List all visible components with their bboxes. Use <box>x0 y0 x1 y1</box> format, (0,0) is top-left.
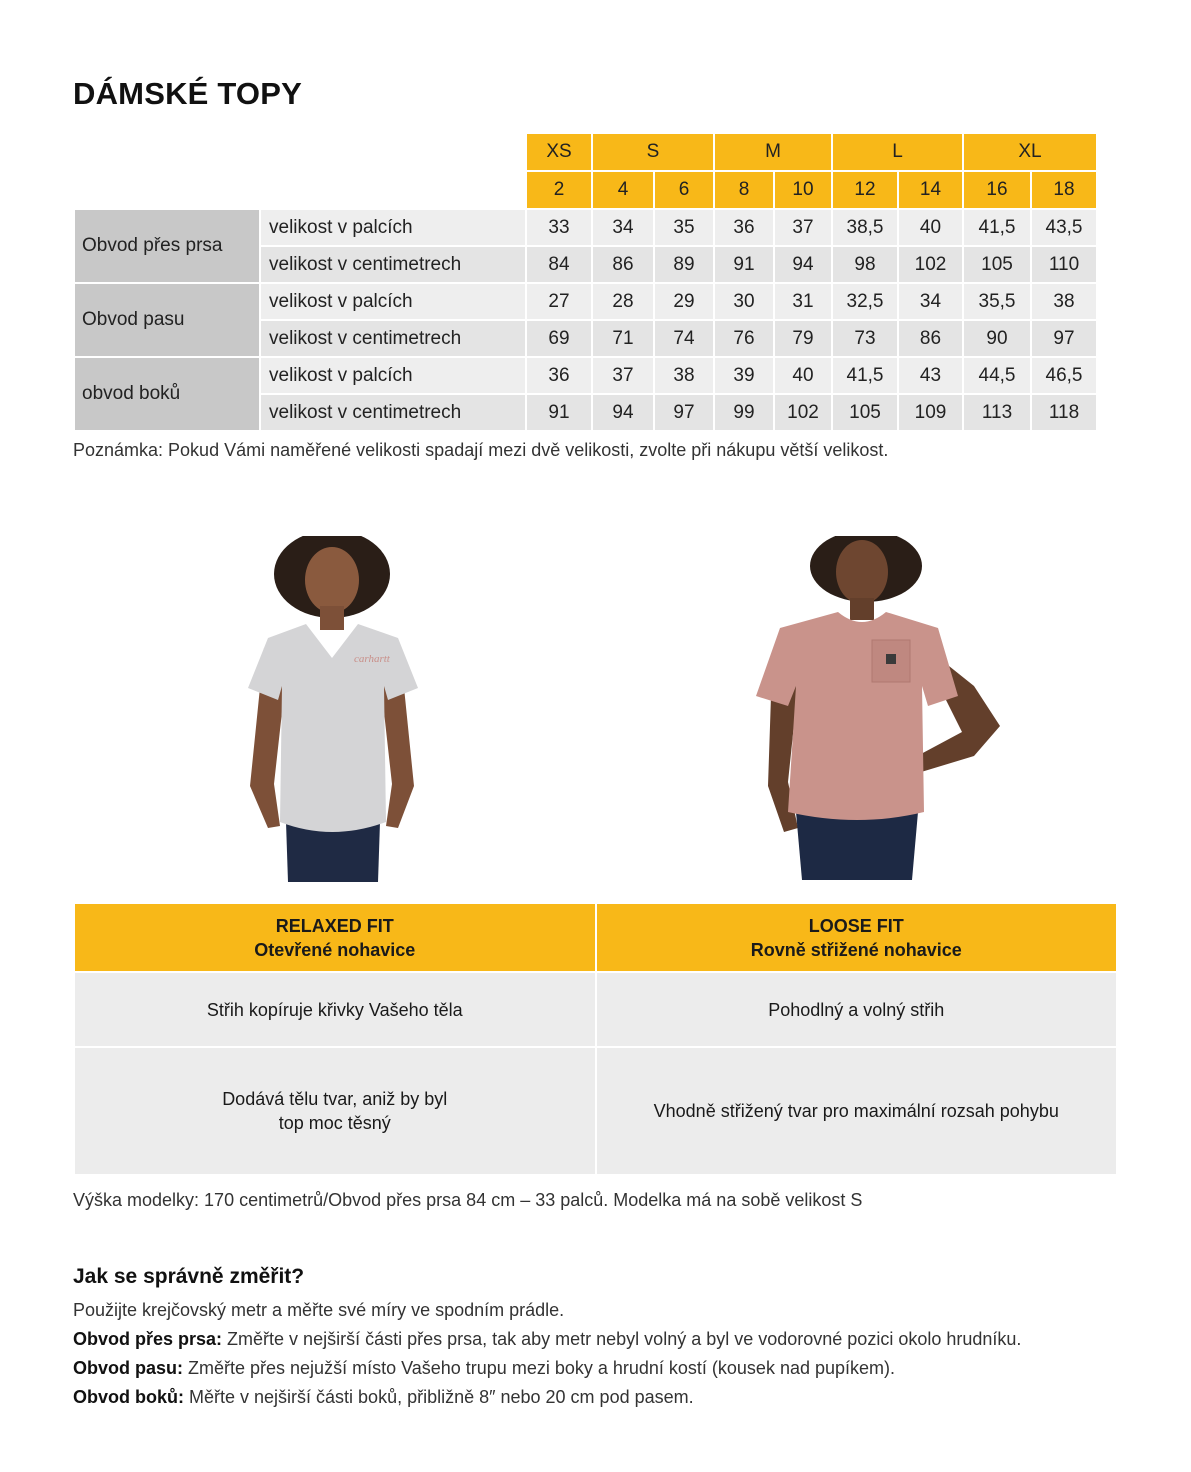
value-cell: 27 <box>527 284 591 319</box>
value-cell: 36 <box>715 210 773 245</box>
value-cell: 43,5 <box>1032 210 1096 245</box>
value-cell: 118 <box>1032 395 1096 430</box>
fit-header-subtitle: Otevřené nohavice <box>254 939 416 960</box>
size-group-cell: XS <box>527 134 591 170</box>
fit-header-row <box>75 904 1116 971</box>
fit-comparison-table <box>73 902 1118 1176</box>
value-cell: 30 <box>715 284 773 319</box>
value-cell: 37 <box>775 210 831 245</box>
value-cell: 94 <box>775 247 831 282</box>
size-group-cell: M <box>715 134 831 170</box>
relaxed-fit-header <box>75 904 595 971</box>
loose-fit-model-image <box>748 536 1003 880</box>
value-cell: 97 <box>655 395 713 430</box>
measure-term: Obvod boků: <box>73 1387 184 1407</box>
value-cell: 40 <box>899 210 962 245</box>
size-number-cell: 8 <box>715 172 773 208</box>
measure-text: Změřte v nejširší části přes prsa, tak aby metr nebyl volný a byl ve vodorovné pozici okolo hrudníku. <box>222 1329 1022 1349</box>
value-cell: 31 <box>775 284 831 319</box>
unit-label: velikost v palcích <box>261 210 525 245</box>
measuring-guide-item <box>73 1386 1173 1415</box>
measure-term: Obvod pasu: <box>73 1358 184 1378</box>
value-cell: 43 <box>899 358 962 393</box>
fit-description-cell <box>75 1048 595 1174</box>
measuring-guide <box>73 1265 1173 1415</box>
size-number-header-row <box>75 172 1096 208</box>
fit-description-line: top moc těsný <box>278 1113 391 1133</box>
size-group-header-row <box>75 134 1096 170</box>
value-cell: 35,5 <box>964 284 1030 319</box>
svg-text:carhartt: carhartt <box>354 653 390 665</box>
value-cell: 29 <box>655 284 713 319</box>
value-cell: 90 <box>964 321 1030 356</box>
measure-term: Obvod přes prsa: <box>73 1329 223 1349</box>
model-figure-icon <box>748 536 1003 880</box>
size-chart-table <box>73 132 1098 432</box>
table-row <box>75 358 1096 393</box>
size-group-cell: S <box>593 134 713 170</box>
table-row <box>75 973 1116 1046</box>
measure-label: obvod boků <box>75 358 259 430</box>
unit-label: velikost v centimetrech <box>261 247 525 282</box>
fit-description-cell: Pohodlný a volný střih <box>597 973 1117 1046</box>
size-number-cell: 14 <box>899 172 962 208</box>
value-cell: 109 <box>899 395 962 430</box>
value-cell: 32,5 <box>833 284 897 319</box>
unit-label: velikost v palcích <box>261 358 525 393</box>
fit-header-title: RELAXED FIT <box>275 915 394 936</box>
size-number-cell: 12 <box>833 172 897 208</box>
size-number-cell: 4 <box>593 172 653 208</box>
value-cell: 41,5 <box>833 358 897 393</box>
measure-text: Měřte v nejširší části boků, přibližně 8″ nebo 20 cm pod pasem. <box>184 1387 694 1407</box>
table-row <box>75 210 1096 245</box>
loose-fit-header <box>597 904 1117 971</box>
model-info-note: Výška modelky: 170 centimetrů/Obvod přes prsa 84 cm – 33 palců. Modelka má na sobě velikost S <box>73 1190 863 1210</box>
value-cell: 38 <box>1032 284 1096 319</box>
model-figure-icon <box>228 536 438 882</box>
value-cell: 41,5 <box>964 210 1030 245</box>
value-cell: 36 <box>527 358 591 393</box>
size-number-cell: 10 <box>775 172 831 208</box>
value-cell: 84 <box>527 247 591 282</box>
unit-label: velikost v centimetrech <box>261 395 525 430</box>
value-cell: 91 <box>715 247 773 282</box>
value-cell: 71 <box>593 321 653 356</box>
fit-description-cell: Střih kopíruje křivky Vašeho těla <box>75 973 595 1046</box>
size-number-cell: 6 <box>655 172 713 208</box>
measure-text: Změřte přes nejužší místo Vašeho trupu mezi boky a hrudní kostí (kousek nad pupíkem). <box>183 1358 896 1378</box>
value-cell: 97 <box>1032 321 1096 356</box>
value-cell: 105 <box>833 395 897 430</box>
measure-label: Obvod přes prsa <box>75 210 259 282</box>
measuring-guide-item <box>73 1357 1173 1386</box>
value-cell: 34 <box>593 210 653 245</box>
value-cell: 34 <box>899 284 962 319</box>
value-cell: 113 <box>964 395 1030 430</box>
value-cell: 40 <box>775 358 831 393</box>
value-cell: 35 <box>655 210 713 245</box>
value-cell: 46,5 <box>1032 358 1096 393</box>
size-note: Poznámka: Pokud Vámi naměřené velikosti spadají mezi dvě velikosti, zvolte při nákupu větší velikost. <box>73 440 889 460</box>
table-row <box>75 284 1096 319</box>
measuring-guide-item <box>73 1328 1173 1357</box>
value-cell: 102 <box>775 395 831 430</box>
value-cell: 94 <box>593 395 653 430</box>
table-row <box>75 1048 1116 1174</box>
value-cell: 38 <box>655 358 713 393</box>
fit-header-subtitle: Rovně střižené nohavice <box>750 939 962 960</box>
relaxed-fit-model-image <box>228 536 438 882</box>
fit-header-title: LOOSE FIT <box>808 915 904 936</box>
measure-label: Obvod pasu <box>75 284 259 356</box>
size-number-cell: 2 <box>527 172 591 208</box>
value-cell: 37 <box>593 358 653 393</box>
value-cell: 98 <box>833 247 897 282</box>
value-cell: 102 <box>899 247 962 282</box>
fit-description-cell: Vhodně střižený tvar pro maximální rozsah pohybu <box>597 1048 1117 1174</box>
size-group-cell: XL <box>964 134 1096 170</box>
unit-label: velikost v palcích <box>261 284 525 319</box>
value-cell: 33 <box>527 210 591 245</box>
value-cell: 105 <box>964 247 1030 282</box>
measuring-guide-intro: Použijte krejčovský metr a měřte své míry ve spodním prádle. <box>73 1300 565 1320</box>
value-cell: 38,5 <box>833 210 897 245</box>
page-title: DÁMSKÉ TOPY <box>73 76 302 111</box>
value-cell: 99 <box>715 395 773 430</box>
value-cell: 89 <box>655 247 713 282</box>
value-cell: 69 <box>527 321 591 356</box>
value-cell: 74 <box>655 321 713 356</box>
value-cell: 76 <box>715 321 773 356</box>
value-cell: 110 <box>1032 247 1096 282</box>
size-number-cell: 18 <box>1032 172 1096 208</box>
size-group-cell: L <box>833 134 962 170</box>
value-cell: 44,5 <box>964 358 1030 393</box>
value-cell: 86 <box>593 247 653 282</box>
unit-label: velikost v centimetrech <box>261 321 525 356</box>
measuring-guide-title: Jak se správně změřit? <box>73 1265 305 1288</box>
fit-description-line: Dodává tělu tvar, aniž by byl <box>222 1089 448 1109</box>
value-cell: 28 <box>593 284 653 319</box>
value-cell: 91 <box>527 395 591 430</box>
value-cell: 79 <box>775 321 831 356</box>
value-cell: 39 <box>715 358 773 393</box>
value-cell: 73 <box>833 321 897 356</box>
size-number-cell: 16 <box>964 172 1030 208</box>
value-cell: 86 <box>899 321 962 356</box>
